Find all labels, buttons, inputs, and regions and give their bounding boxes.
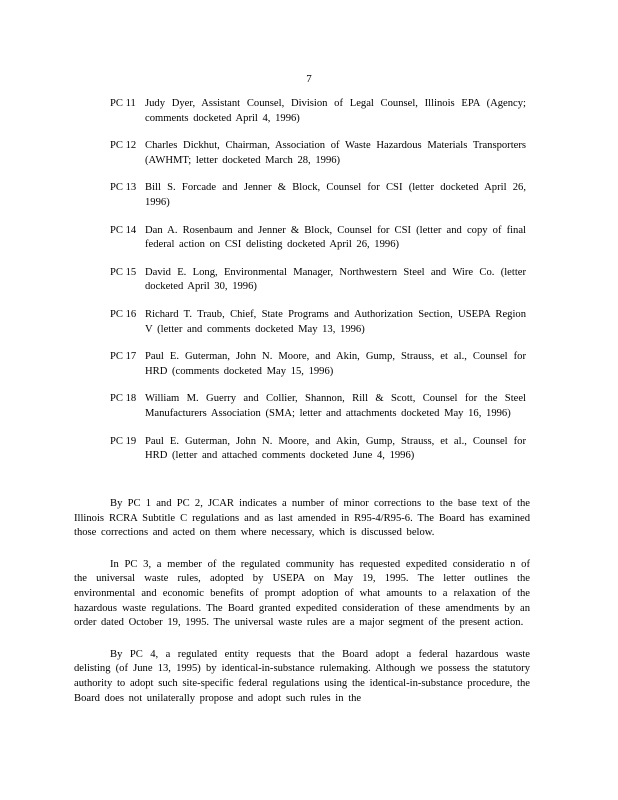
- public-comment-label: PC 19: [110, 435, 137, 447]
- paragraph-pc3: In PC 3, a member of the regulated community has requested expedited consideratio n of the universal waste rules, adopted by USEPA on May 19, 1995. The letter outlines the environmental and economic benefits of prompt adoption of what amounts to a relaxation of the hazardous waste regulations. The Board granted expedited consideration of these amendments by an order dated October 19, 1995. The universal waste rules are a major segment of the present action.: [74, 558, 530, 629]
- body-text: [74, 497, 530, 723]
- public-comment-text: William M. Guerry and Collier, Shannon, Rill & Scott, Counsel for the Steel Manufacturers Association (SMA; letter and attachments docketed May 16, 1996): [145, 393, 526, 419]
- public-comment-item: [110, 139, 526, 168]
- public-comment-text: Paul E. Guterman, John N. Moore, and Akin, Gump, Strauss, et al., Counsel for HRD (letter and attached comments docketed June 4, 1996): [145, 435, 526, 462]
- public-comment-label: PC 12: [110, 140, 137, 152]
- public-comment-label: PC 17: [110, 351, 137, 363]
- public-comment-label: PC 13: [110, 182, 137, 194]
- public-comment-label: PC 14: [110, 224, 137, 236]
- public-comment-item: [110, 224, 526, 253]
- public-comment-label: PC 16: [110, 308, 137, 320]
- paragraph-pc4: By PC 4, a regulated entity requests that the Board adopt a federal hazardous waste delisting (of June 13, 1995) by identical-in-substance rulemaking. Although we possess the statutory authority to adopt such site-specific federal regulations using the identical-in-substance procedure, the Board does not unilaterally propose and adopt such rules in the: [74, 648, 530, 704]
- public-comment-text: Dan A. Rosenbaum and Jenner & Block, Counsel for CSI (letter and copy of final federal action on CSI delisting docketed April 26, 1996): [145, 224, 526, 251]
- public-comment-item: [110, 350, 526, 379]
- public-comment-text: Charles Dickhut, Chairman, Association of Waste Hazardous Materials Transporters (AWHMT; letter docketed March 28, 1996): [145, 140, 526, 166]
- public-comment-text: Judy Dyer, Assistant Counsel, Division of Legal Counsel, Illinois EPA (Agency; comments docketed April 4, 1996): [145, 98, 526, 124]
- public-comment-text: Richard T. Traub, Chief, State Programs and Authorization Section, USEPA Region V (letter and comments docketed May 13, 1996): [145, 308, 526, 335]
- public-comment-label: PC 15: [110, 266, 137, 278]
- public-comment-label: PC 18: [110, 393, 137, 405]
- public-comment-label: PC 11: [110, 98, 136, 109]
- public-comment-text: Bill S. Forcade and Jenner & Block, Counsel for CSI (letter docketed April 26, 1996): [145, 182, 526, 208]
- public-comment-list: [110, 97, 526, 477]
- public-comment-item: [110, 266, 526, 295]
- paragraph-pc1-pc2: By PC 1 and PC 2, JCAR indicates a number of minor corrections to the base text of the Illinois RCRA Subtitle C regulations and as last amended in R95-4/R95-6. The Board has examined those corrections and acted on them where necessary, which is discussed below.: [74, 498, 530, 539]
- public-comment-text: Paul E. Guterman, John N. Moore, and Akin, Gump, Strauss, et al., Counsel for HRD (comments docketed May 15, 1996): [145, 351, 526, 377]
- public-comment-item: [110, 392, 526, 421]
- public-comment-item: [110, 181, 526, 210]
- page-number: 7: [306, 73, 312, 85]
- public-comment-item: [110, 435, 526, 464]
- public-comment-item: [110, 308, 526, 337]
- public-comment-text: David E. Long, Environmental Manager, Northwestern Steel and Wire Co. (letter docketed April 30, 1996): [145, 266, 526, 293]
- public-comment-item: [110, 97, 526, 126]
